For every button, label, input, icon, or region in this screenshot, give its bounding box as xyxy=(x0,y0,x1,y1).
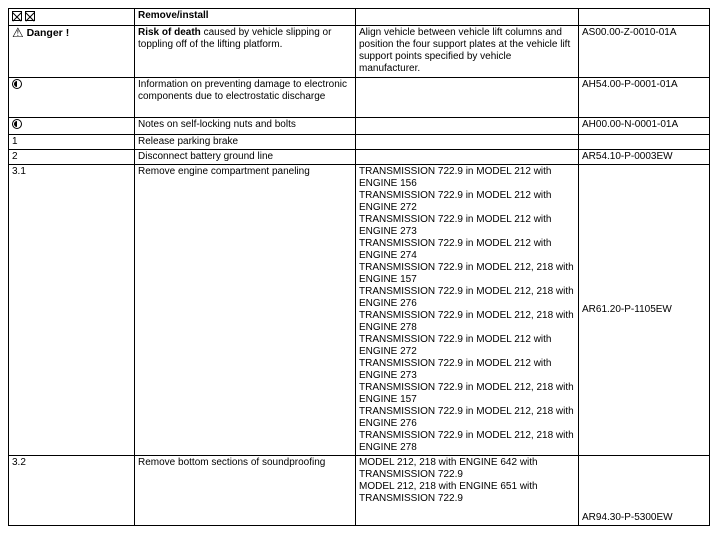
step-row xyxy=(9,135,710,150)
remove-icon xyxy=(12,11,22,21)
step-text: Remove engine compartment paneling xyxy=(135,165,356,456)
condition-item: TRANSMISSION 722.9 in MODEL 212 with ENGINE 273 xyxy=(359,358,552,381)
note-row xyxy=(9,78,710,118)
step-number: 2 xyxy=(9,150,135,165)
step-text: Remove bottom sections of soundproofing xyxy=(135,456,356,526)
note-text: Notes on self-locking nuts and bolts xyxy=(135,118,356,135)
procedure-table xyxy=(8,8,710,526)
note-row xyxy=(9,118,710,135)
condition-item: TRANSMISSION 722.9 in MODEL 212, 218 with ENGINE 157 xyxy=(359,262,574,285)
condition-item: TRANSMISSION 722.9 in MODEL 212 with ENGINE 274 xyxy=(359,238,552,261)
step-ref-link[interactable]: AR54.10-P-0003EW xyxy=(579,150,710,165)
condition-item: TRANSMISSION 722.9 in MODEL 212, 218 with ENGINE 157 xyxy=(359,382,574,405)
danger-risk: Risk of death caused by vehicle slipping or toppling off of the lifting platform. xyxy=(135,26,356,78)
condition-list xyxy=(356,165,579,456)
remove-install-icons xyxy=(12,10,35,21)
step-number: 3.2 xyxy=(9,456,135,526)
step-ref-link[interactable]: AR61.20-P-1105EW xyxy=(579,165,710,456)
note-ref-link[interactable]: AH00.00-N-0001-01A xyxy=(579,118,710,135)
condition-item: TRANSMISSION 722.9 in MODEL 212 with ENGINE 156 xyxy=(359,166,552,189)
danger-label: ⚠ Danger ! xyxy=(12,25,70,40)
step-row xyxy=(9,456,710,526)
condition-item: TRANSMISSION 722.9 in MODEL 212, 218 with ENGINE 278 xyxy=(359,430,574,453)
condition-item: MODEL 212, 218 with ENGINE 642 with TRANSMISSION 722.9 xyxy=(359,457,538,480)
condition-list xyxy=(356,456,579,526)
section-title: Remove/install xyxy=(135,9,356,26)
step-row xyxy=(9,165,710,456)
step-row xyxy=(9,150,710,165)
condition-item: MODEL 212, 218 with ENGINE 651 with TRANSMISSION 722.9 xyxy=(359,481,538,504)
note-ref-link[interactable]: AH54.00-P-0001-01A xyxy=(579,78,710,118)
step-number: 1 xyxy=(9,135,135,150)
install-icon xyxy=(25,11,35,21)
step-text: Release parking brake xyxy=(135,135,356,150)
note-icon xyxy=(12,119,22,129)
condition-item: TRANSMISSION 722.9 in MODEL 212 with ENGINE 273 xyxy=(359,214,552,237)
step-text: Disconnect battery ground line xyxy=(135,150,356,165)
step-ref-link[interactable]: AR94.30-P-5300EW xyxy=(579,456,710,526)
condition-item: TRANSMISSION 722.9 in MODEL 212 with ENGINE 272 xyxy=(359,190,552,213)
warning-triangle-icon: ⚠ xyxy=(12,25,24,40)
header-row xyxy=(9,9,710,26)
danger-instruction: Align vehicle between vehicle lift columns and position the four support plates at the vehicle lift support points specified by vehicle manufacturer. xyxy=(356,26,579,78)
step-number: 3.1 xyxy=(9,165,135,456)
danger-ref-link[interactable]: AS00.00-Z-0010-01A xyxy=(579,26,710,78)
condition-item: TRANSMISSION 722.9 in MODEL 212, 218 with ENGINE 276 xyxy=(359,406,574,429)
danger-row xyxy=(9,26,710,78)
condition-item: TRANSMISSION 722.9 in MODEL 212 with ENGINE 272 xyxy=(359,334,552,357)
note-icon xyxy=(12,79,22,89)
note-text: Information on preventing damage to electronic components due to electrostatic discharge xyxy=(135,78,356,118)
condition-item: TRANSMISSION 722.9 in MODEL 212, 218 with ENGINE 276 xyxy=(359,286,574,309)
condition-item: TRANSMISSION 722.9 in MODEL 212, 218 with ENGINE 278 xyxy=(359,310,574,333)
